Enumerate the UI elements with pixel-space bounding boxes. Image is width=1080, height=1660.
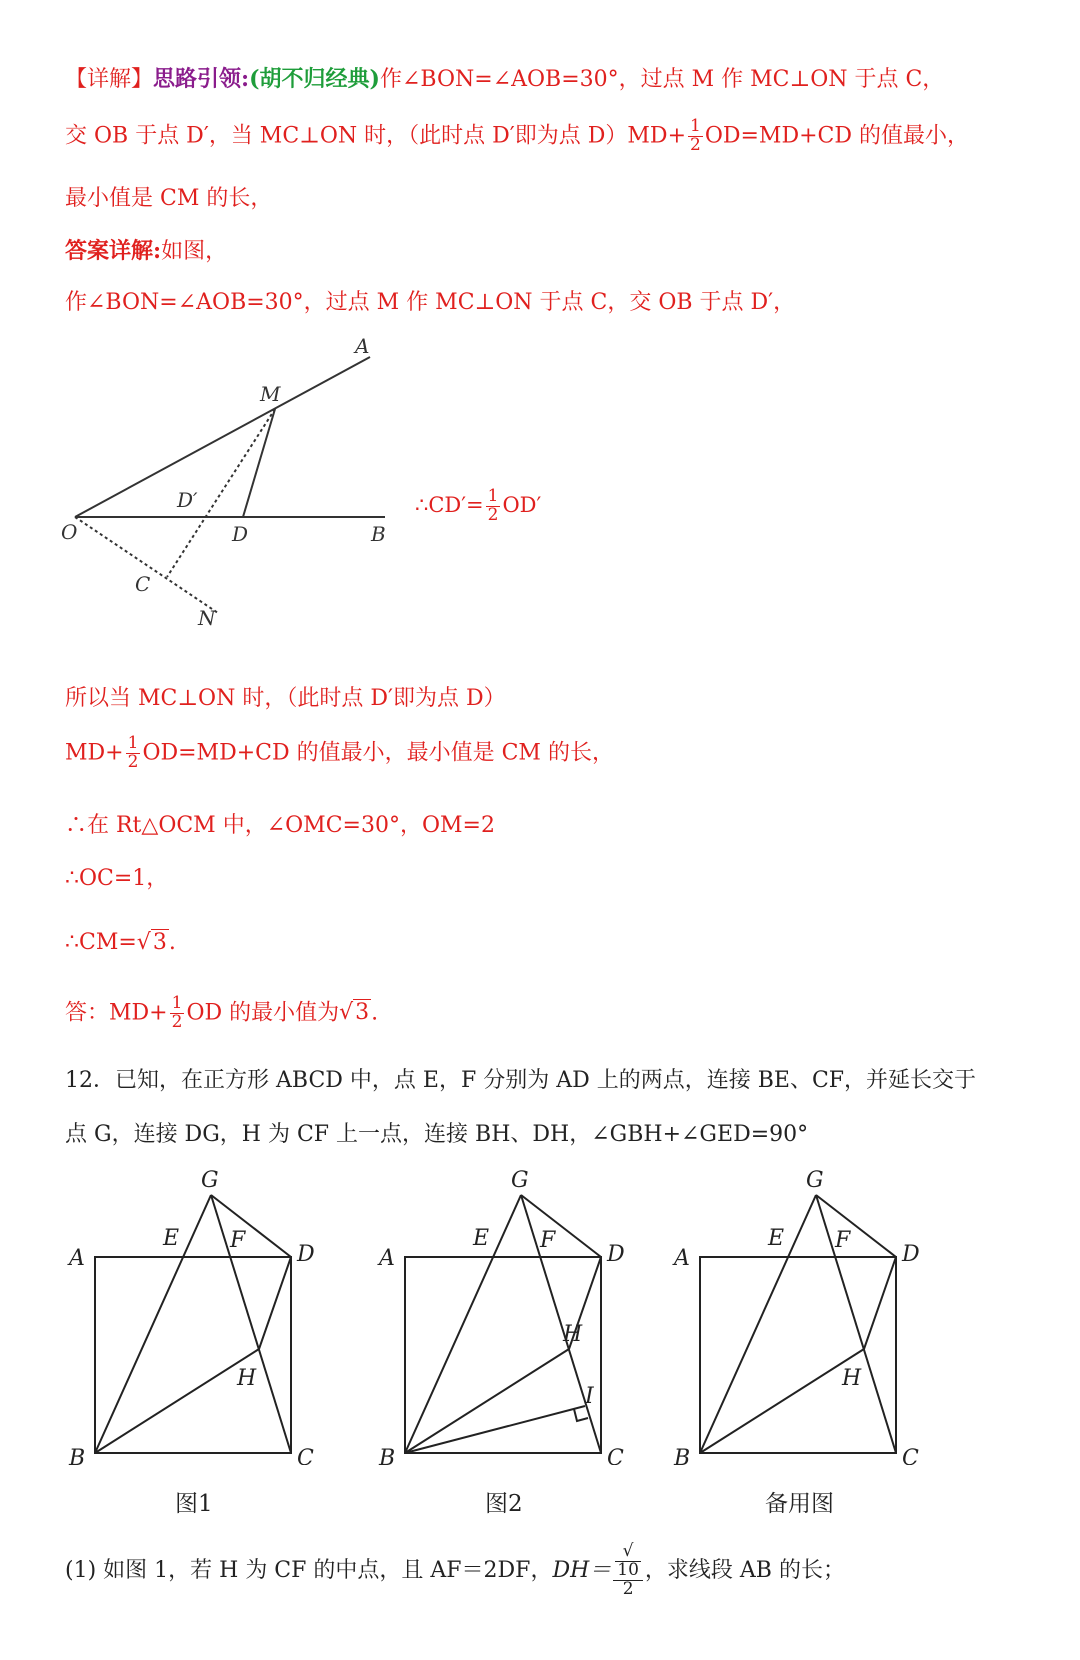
- solution-line-1: [65, 66, 944, 93]
- answer-tag: 答案详解:: [65, 238, 162, 264]
- sqrt-3: √3: [136, 930, 167, 955]
- answer-intro: 如图，: [161, 239, 228, 264]
- label-E: E: [768, 1226, 785, 1251]
- label-B: B: [379, 1446, 396, 1465]
- solution-line-6: 所以当 MC⊥ON 时，（此时点 D′即为点 D）: [65, 686, 506, 711]
- angle-diagram: [55, 335, 395, 635]
- idea-tag: 思路引领:: [153, 66, 250, 92]
- label-B: B: [371, 522, 386, 546]
- fraction-half: $\frac{1}{2}$: [487, 486, 499, 525]
- label-C: C: [902, 1446, 919, 1465]
- solution-line-3: 最小值是 CM 的长，: [65, 186, 273, 211]
- label-D: D: [297, 1242, 315, 1267]
- label-E: E: [473, 1226, 490, 1251]
- label-A: A: [355, 335, 370, 358]
- label-A: A: [674, 1246, 690, 1271]
- label-C: C: [135, 572, 151, 596]
- sqrt-3: √3: [339, 1000, 370, 1026]
- line2-after: OD=MD+CD 的值最小，: [704, 123, 970, 149]
- label-H: H: [563, 1322, 583, 1347]
- caption-figure-1: 图1: [175, 1491, 213, 1517]
- figure-2: [375, 1165, 645, 1465]
- label-G: G: [806, 1168, 824, 1193]
- solution-answer-line: 答：MD+ $\frac{1}{2}$ OD 的最小值为√3.: [65, 993, 379, 1032]
- label-G: G: [201, 1168, 219, 1193]
- caption-figure-spare: 备用图: [765, 1491, 834, 1517]
- solution-line-2: [65, 118, 969, 155]
- line1-text: 作∠BON=∠AOB=30°，过点 M 作 MC⊥ON 于点 C，: [379, 67, 945, 92]
- fraction-half: $\frac{1}{2}$: [127, 733, 139, 772]
- label-C: C: [607, 1446, 624, 1465]
- problem12-line-2: 点 G，连接 DG，H 为 CF 上一点，连接 BH、DH，∠GBH+∠GED=90°: [65, 1122, 809, 1147]
- detail-tag: 【详解】: [65, 67, 154, 92]
- label-D-prime: D′: [177, 488, 198, 512]
- label-I: I: [585, 1384, 594, 1409]
- label-G: G: [511, 1168, 529, 1193]
- line2-before: 交 OB 于点 D′，当 MC⊥ON 时，（此时点 D′即为点 D）MD+: [65, 123, 686, 149]
- figure-1: [65, 1165, 335, 1465]
- label-O: O: [61, 520, 78, 544]
- label-B: B: [674, 1446, 691, 1465]
- solution-line-8: ∴在 Rt△OCM 中，∠OMC=30°，OM=2: [65, 813, 495, 838]
- problem12-sub1: (1) 如图 1，若 H 为 CF 的中点，且 AF＝2DF，DH＝ √ 10 2 ，求线段 AB 的长；: [65, 1541, 845, 1599]
- solution-line-5: 作∠BON=∠AOB=30°，过点 M 作 MC⊥ON 于点 C，交 OB 于点 D′，: [65, 290, 796, 315]
- label-D: D: [232, 522, 249, 546]
- fraction-half: $\frac{1}{2}$: [171, 993, 183, 1032]
- solution-line-9: ∴OC=1，: [65, 866, 169, 891]
- label-H: H: [842, 1366, 862, 1391]
- caption-figure-2: 图2: [485, 1491, 523, 1517]
- solution-line-7: MD+ $\frac{1}{2}$ OD=MD+CD 的值最小，最小值是 CM 的长，: [65, 733, 614, 772]
- label-D: D: [902, 1242, 920, 1267]
- label-E: E: [163, 1226, 180, 1251]
- label-B: B: [69, 1446, 86, 1465]
- label-F: F: [540, 1228, 556, 1253]
- problem12-line-1: 12．已知，在正方形 ABCD 中，点 E，F 分别为 AD 上的两点，连接 BE、CF，并延长交于: [65, 1068, 977, 1093]
- label-H: H: [237, 1366, 257, 1391]
- label-N: N: [198, 606, 216, 630]
- label-M: M: [260, 382, 281, 406]
- segment-MD: [243, 409, 275, 517]
- label-A: A: [379, 1246, 395, 1271]
- label-D: D: [607, 1242, 625, 1267]
- therefore-cd-equation: ∴CD′= $\frac{1}{2}$ OD′: [415, 486, 542, 525]
- fraction-sqrt10-over-2: √ 10 2: [613, 1543, 643, 1599]
- figure-spare: [670, 1165, 940, 1465]
- label-F: F: [835, 1228, 851, 1253]
- classic-tag: (胡不归经典): [249, 66, 380, 92]
- label-A: A: [69, 1246, 85, 1271]
- answer-intro-line: [65, 238, 227, 265]
- solution-line-10: ∴CM=√3.: [65, 930, 176, 955]
- label-F: F: [230, 1228, 246, 1253]
- ray-OA: [75, 357, 370, 517]
- label-C: C: [297, 1446, 314, 1465]
- fraction-half: $\frac{1}{2}$: [690, 116, 701, 155]
